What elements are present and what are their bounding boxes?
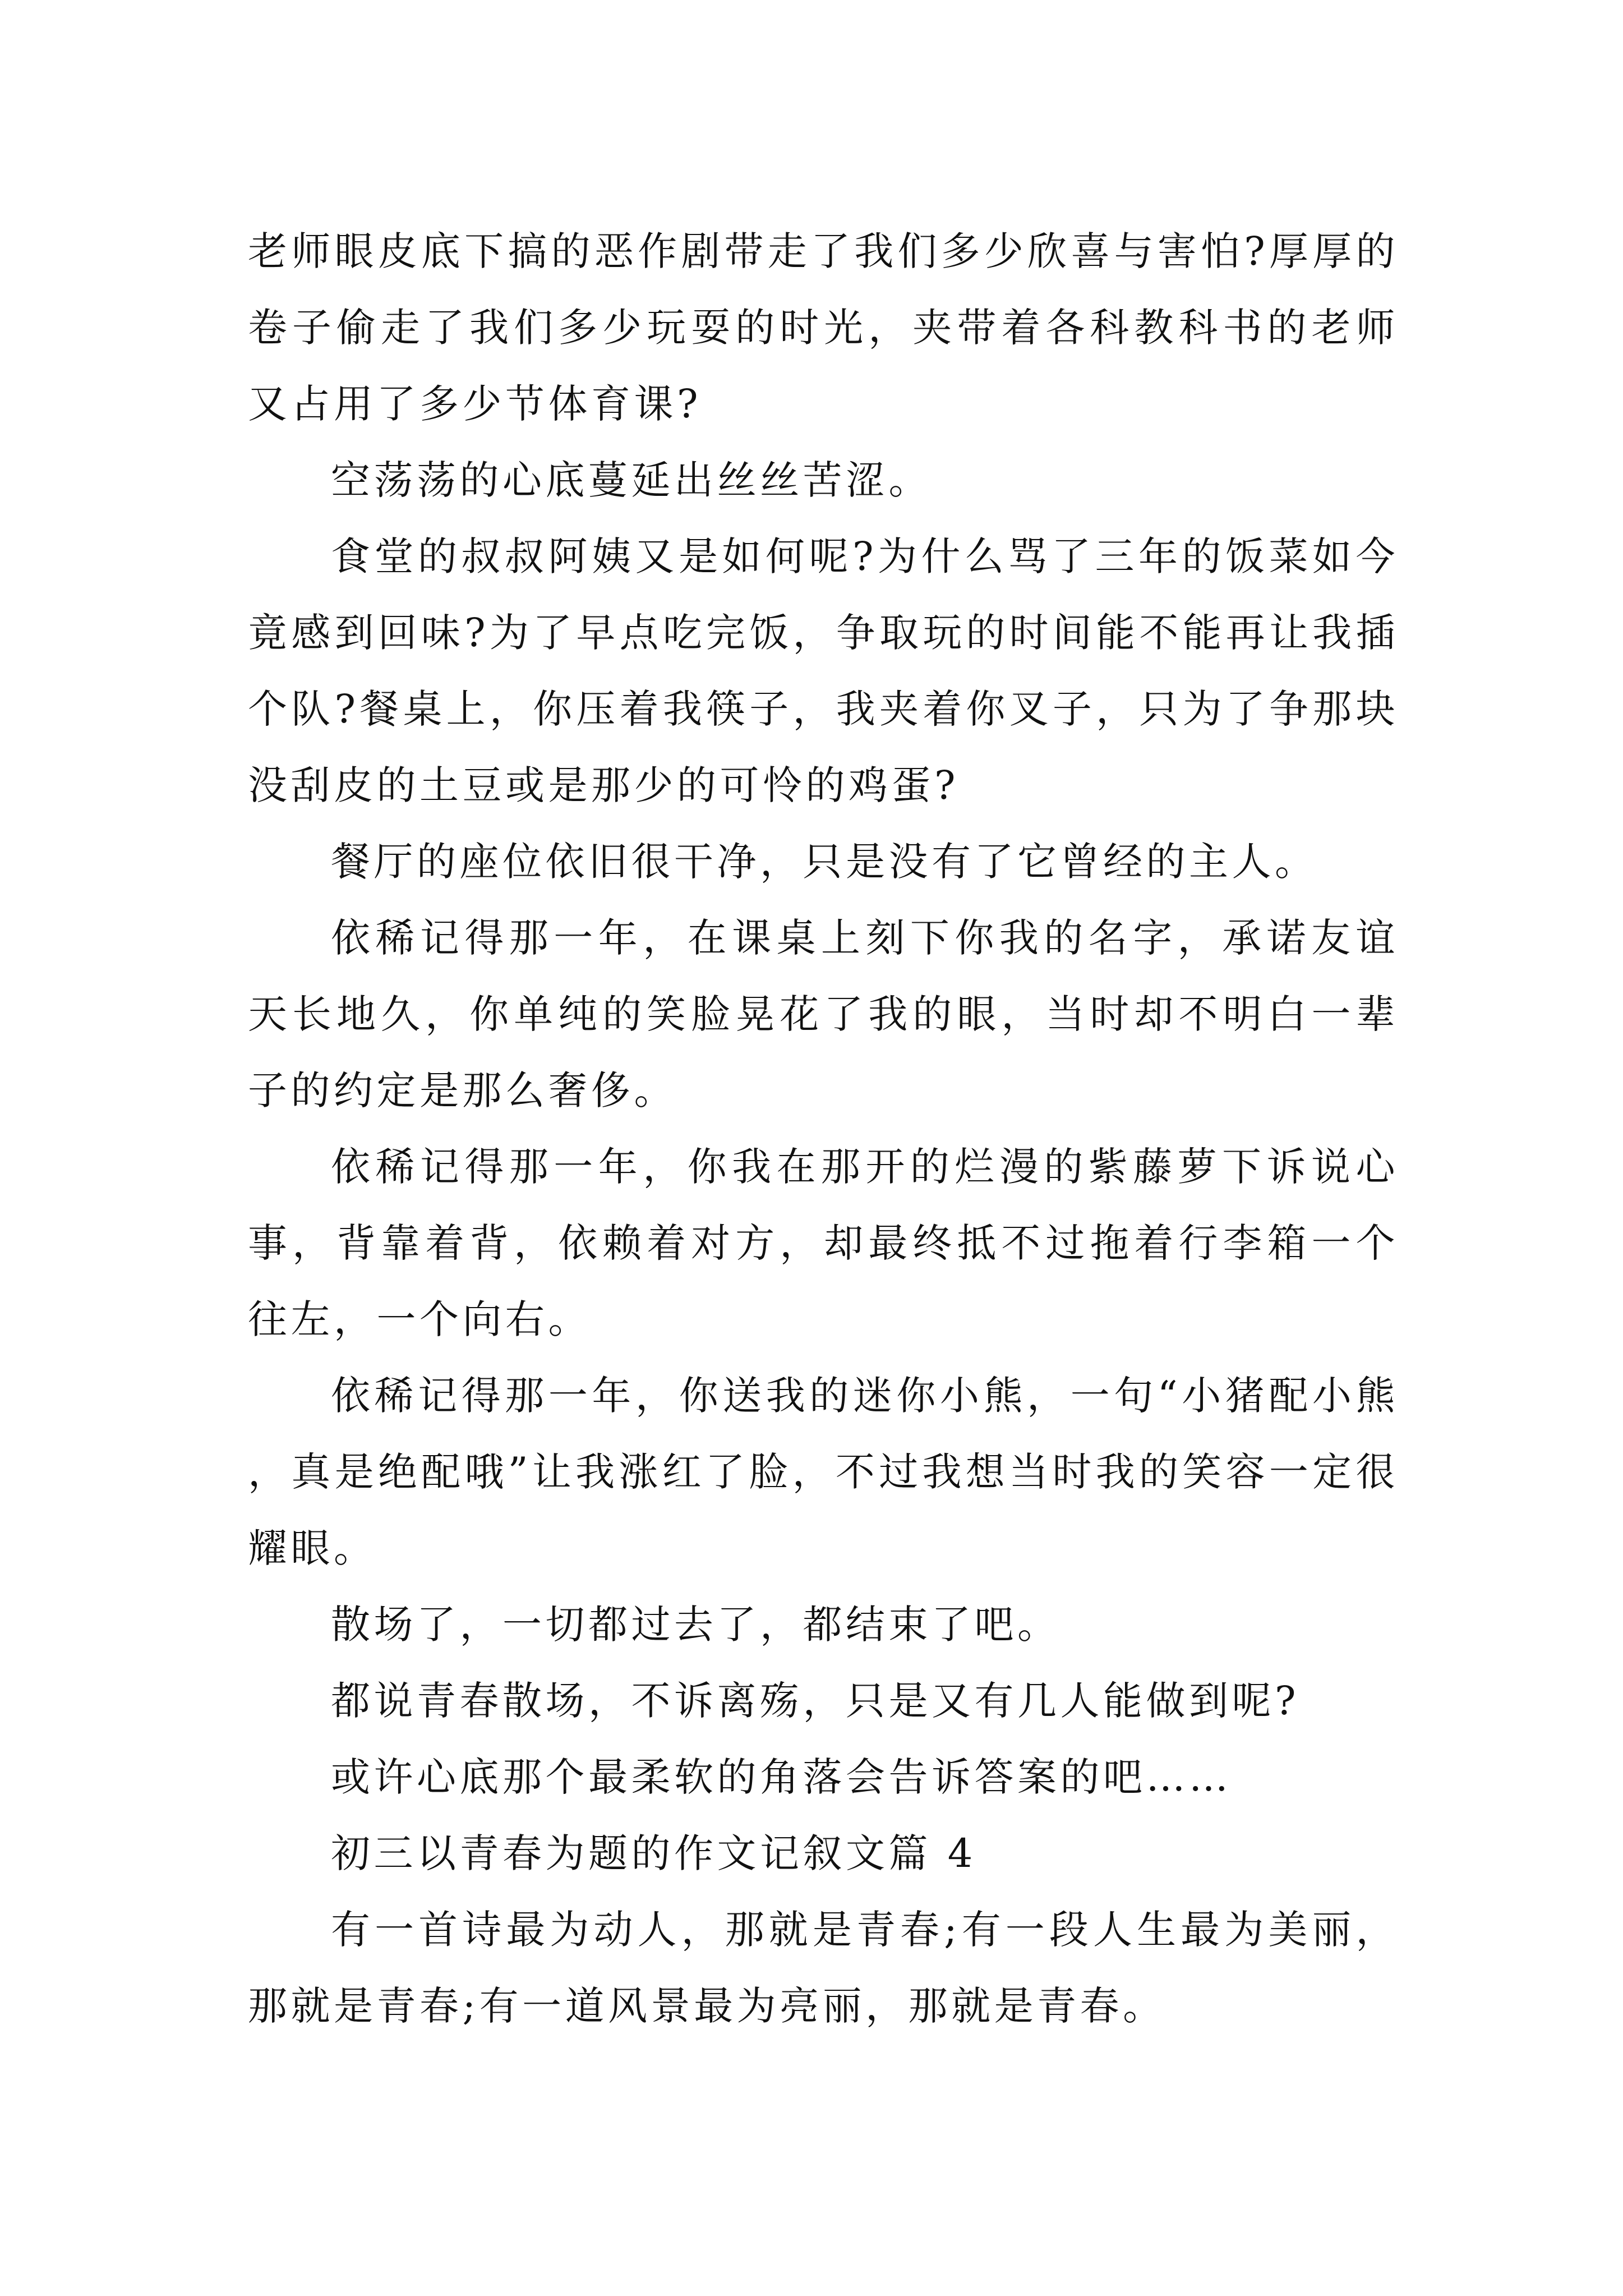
paragraph-12: 有一首诗最为动人，那就是青春;有一段人生最为美丽，那就是青春;有一道风景最为亮丽，那就是青春。	[248, 1907, 1399, 2029]
document-body	[248, 213, 1399, 2044]
paragraph-1: 老师眼皮底下搞的恶作剧带走了我们多少欣喜与害怕?厚厚的卷子偷走了我们多少玩耍的时光，夹带着各科教科书的老师又占用了多少节体育课?	[248, 228, 1399, 427]
paragraph-3: 食堂的叔叔阿姨又是如何呢?为什么骂了三年的饭菜如今竟感到回味?为了早点吃完饭，争取玩的时间能不能再让我插个队?餐桌上，你压着我筷子，我夹着你叉子，只为了争那块没刮皮的土豆或是那少的可怜的鸡蛋?	[248, 533, 1399, 808]
paragraph-2: 空荡荡的心底蔓延出丝丝苦涩。	[331, 457, 932, 503]
paragraph-6: 依稀记得那一年，你我在那开的烂漫的紫藤萝下诉说心事，背靠着背，依赖着对方，却最终抵不过拖着行李箱一个往左，一个向右。	[248, 1144, 1399, 1342]
paragraph-10: 或许心底那个最柔软的角落会告诉答案的吧……	[331, 1754, 1232, 1800]
paragraph-5: 依稀记得那一年，在课桌上刻下你我的名字，承诺友谊天长地久，你单纯的笑脸晃花了我的眼，当时却不明白一辈子的约定是那么奢侈。	[248, 915, 1399, 1114]
paragraph-7: 依稀记得那一年，你送我的迷你小熊，一句“小猪配小熊，真是绝配哦”让我涨红了脸，不过我想当时我的笑容一定很耀眼。	[248, 1373, 1399, 1571]
section-heading: 初三以青春为题的作文记叙文篇 4	[331, 1830, 976, 1876]
paragraph-8: 散场了，一切都过去了，都结束了吧。	[331, 1602, 1061, 1648]
paragraph-4: 餐厅的座位依旧很干净，只是没有了它曾经的主人。	[331, 839, 1318, 885]
paragraph-9: 都说青春散场，不诉离殇，只是又有几人能做到呢?	[331, 1678, 1300, 1724]
